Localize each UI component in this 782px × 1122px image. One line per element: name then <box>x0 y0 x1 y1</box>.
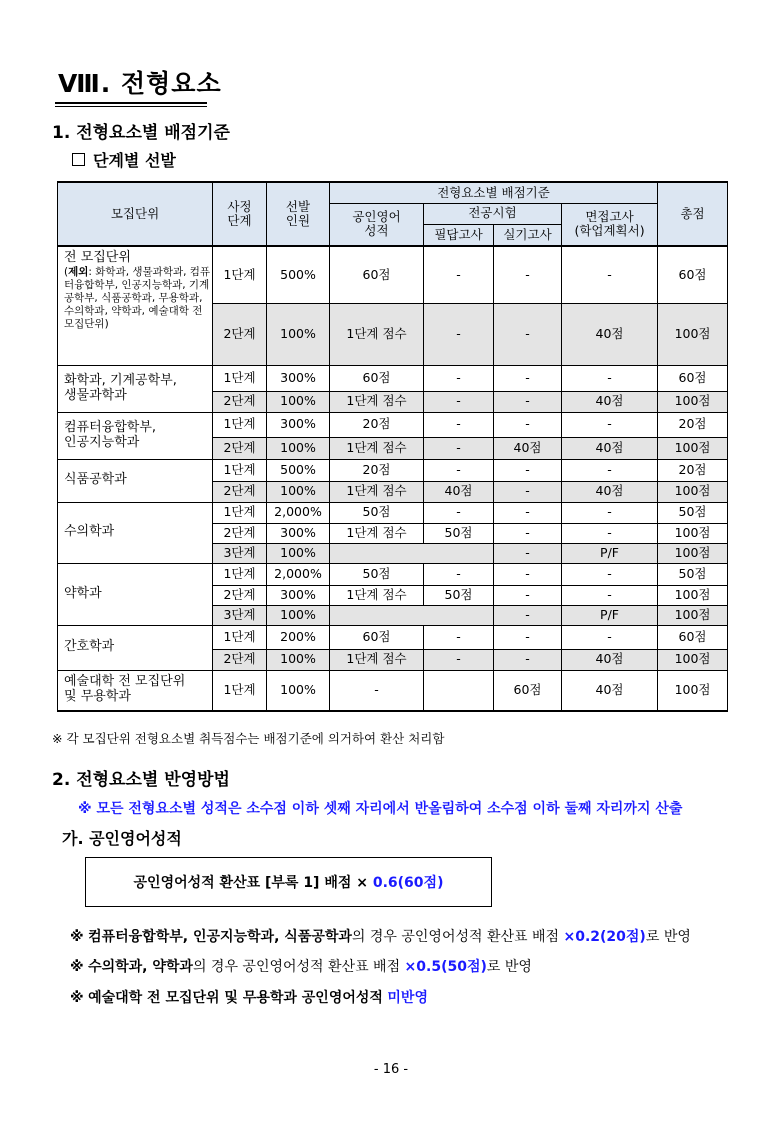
unit-food: 식품공학과 <box>58 459 213 502</box>
english-cell: 1단계 점수 <box>330 437 424 459</box>
english-written-empty-cell <box>330 543 494 563</box>
note-mark: ※ <box>70 929 84 945</box>
written-cell: - <box>424 437 494 459</box>
written-cell: - <box>424 365 494 391</box>
interview-cell: - <box>562 502 658 523</box>
written-cell: 50점 <box>424 585 494 605</box>
unit-arts-dance: 예술대학 전 모집단위 및 무용학과 <box>58 670 213 711</box>
practical-cell: - <box>494 502 562 523</box>
selection-cell: 500% <box>267 459 330 481</box>
english-cell: 1단계 점수 <box>330 481 424 502</box>
unit-all-title: 전 모집단위 <box>64 250 131 265</box>
practical-cell: - <box>494 481 562 502</box>
interview-cell: 40점 <box>562 670 658 711</box>
chapter-underline-thin <box>55 106 207 107</box>
interview-cell: - <box>562 585 658 605</box>
interview-cell: 40점 <box>562 303 658 365</box>
header-unit: 모집단위 <box>58 182 213 246</box>
english-cell: 50점 <box>330 563 424 585</box>
formula-box <box>85 857 492 907</box>
selection-cell: 300% <box>267 523 330 543</box>
selection-cell: 300% <box>267 412 330 437</box>
english-cell: - <box>330 670 424 711</box>
unit-nursing: 간호학과 <box>58 625 213 670</box>
note-line-2 <box>70 956 532 976</box>
stage-cell: 2단계 <box>213 649 267 670</box>
total-cell: 60점 <box>658 246 728 303</box>
section-title-2: 2. 전형요소별 반영방법 <box>52 770 230 790</box>
interview-cell: P/F <box>562 605 658 625</box>
note-line-3-value: 미반영 <box>387 990 428 1006</box>
practical-cell: - <box>494 605 562 625</box>
table-footnote: ※ 각 모집단위 전형요소별 취득점수는 배점기준에 의거하여 환산 처리함 <box>52 731 445 746</box>
total-cell: 100점 <box>658 391 728 412</box>
chapter-title: Ⅷ. 전형요소 <box>58 69 222 98</box>
header-written: 필답고사 <box>424 224 494 246</box>
rounding-note: ※ 모든 전형요소별 성적은 소수점 이하 셋째 자리에서 반올림하여 소수점 이하 둘째 자리까지 산출 <box>78 801 683 817</box>
note-line-1-tail: 로 반영 <box>645 929 691 945</box>
selection-cell: 100% <box>267 605 330 625</box>
interview-cell: P/F <box>562 543 658 563</box>
stage-cell: 3단계 <box>213 543 267 563</box>
english-cell: 1단계 점수 <box>330 391 424 412</box>
formula-text: 공인영어성적 환산표 [부록 1] 배점 × <box>133 875 368 891</box>
english-cell: 60점 <box>330 625 424 649</box>
unit-all: 전 모집단위 (제외: 화학과, 생물과학과, 컴퓨터융합학부, 인공지능학과, 기계공학부, 식품공학과, 무용학과, 수의학과, 약학과, 예술대학 전 모집단위) <box>58 246 213 365</box>
header-major-exam: 전공시험 <box>424 203 562 224</box>
selection-cell: 100% <box>267 543 330 563</box>
english-cell: 1단계 점수 <box>330 649 424 670</box>
stage-cell: 1단계 <box>213 459 267 481</box>
selection-cell: 2,000% <box>267 563 330 585</box>
english-cell: 1단계 점수 <box>330 303 424 365</box>
subsection-label: 단계별 선발 <box>93 151 176 170</box>
english-cell: 1단계 점수 <box>330 523 424 543</box>
selection-cell: 100% <box>267 481 330 502</box>
selection-cell: 100% <box>267 670 330 711</box>
interview-cell: - <box>562 523 658 543</box>
written-cell: - <box>424 502 494 523</box>
note-line-2-depts: 수의학과, 약학과 <box>88 959 193 975</box>
written-cell: - <box>424 246 494 303</box>
interview-cell: 40점 <box>562 481 658 502</box>
header-interview: 면접고사 (학업계획서) <box>562 203 658 246</box>
stage-cell: 1단계 <box>213 625 267 649</box>
page-number: - 16 - <box>373 1062 409 1077</box>
selection-cell: 100% <box>267 649 330 670</box>
interview-cell: - <box>562 365 658 391</box>
interview-cell: - <box>562 246 658 303</box>
unit-veterinary: 수의학과 <box>58 502 213 563</box>
header-criteria: 전형요소별 배점기준 <box>330 182 658 203</box>
total-cell: 100점 <box>658 303 728 365</box>
stage-cell: 1단계 <box>213 246 267 303</box>
total-cell: 100점 <box>658 649 728 670</box>
practical-cell: - <box>494 585 562 605</box>
practical-cell: - <box>494 391 562 412</box>
stage-cell: 3단계 <box>213 605 267 625</box>
total-cell: 100점 <box>658 481 728 502</box>
unit-chem-mech-bio: 화학과, 기계공학부, 생물과학과 <box>58 365 213 412</box>
selection-cell: 2,000% <box>267 502 330 523</box>
note-line-1 <box>70 926 691 946</box>
stage-cell: 1단계 <box>213 670 267 711</box>
total-cell: 100점 <box>658 437 728 459</box>
total-cell: 20점 <box>658 412 728 437</box>
total-cell: 20점 <box>658 459 728 481</box>
note-line-2-value: ×0.5(50점) <box>404 959 487 975</box>
exclude-label: 제외 <box>68 265 89 278</box>
written-cell: - <box>424 459 494 481</box>
selection-cell: 300% <box>267 585 330 605</box>
interview-cell: - <box>562 459 658 481</box>
sub-title-english: 가. 공인영어성적 <box>62 829 182 848</box>
header-total: 총점 <box>658 182 728 246</box>
practical-cell: - <box>494 649 562 670</box>
interview-cell: 40점 <box>562 437 658 459</box>
written-cell: 40점 <box>424 481 494 502</box>
checkbox-square-icon <box>72 153 85 166</box>
practical-cell: - <box>494 412 562 437</box>
selection-cell: 200% <box>267 625 330 649</box>
note-line-3-text: 예술대학 전 모집단위 및 무용학과 공인영어성적 <box>88 990 383 1006</box>
note-line-1-text: 의 경우 공인영어성적 환산표 배점 <box>351 929 560 945</box>
practical-cell: - <box>494 543 562 563</box>
practical-cell: 40점 <box>494 437 562 459</box>
subsection-title <box>72 148 176 171</box>
total-cell: 60점 <box>658 365 728 391</box>
unit-computer-ai: 컴퓨터융합학부, 인공지능학과 <box>58 412 213 459</box>
practical-cell: - <box>494 365 562 391</box>
practical-cell: 60점 <box>494 670 562 711</box>
english-cell: 60점 <box>330 246 424 303</box>
total-cell: 60점 <box>658 625 728 649</box>
stage-cell: 2단계 <box>213 391 267 412</box>
chapter-underline <box>55 102 207 104</box>
interview-cell: - <box>562 563 658 585</box>
total-cell: 50점 <box>658 563 728 585</box>
stage-cell: 2단계 <box>213 481 267 502</box>
english-cell: 20점 <box>330 459 424 481</box>
total-cell: 100점 <box>658 670 728 711</box>
note-line-2-tail: 로 반영 <box>486 959 532 975</box>
interview-cell: - <box>562 412 658 437</box>
stage-cell: 1단계 <box>213 412 267 437</box>
english-cell: 1단계 점수 <box>330 585 424 605</box>
practical-cell: - <box>494 246 562 303</box>
english-cell: 60점 <box>330 365 424 391</box>
stage-cell: 2단계 <box>213 303 267 365</box>
practical-cell: - <box>494 625 562 649</box>
total-cell: 100점 <box>658 523 728 543</box>
written-cell: - <box>424 649 494 670</box>
written-cell: - <box>424 412 494 437</box>
english-written-empty-cell <box>330 605 494 625</box>
stage-cell: 2단계 <box>213 523 267 543</box>
stage-cell: 2단계 <box>213 437 267 459</box>
note-line-2-text: 의 경우 공인영어성적 환산표 배점 <box>192 959 401 975</box>
header-stage: 사정 단계 <box>213 182 267 246</box>
stage-cell: 2단계 <box>213 585 267 605</box>
selection-cell: 100% <box>267 391 330 412</box>
interview-cell: 40점 <box>562 649 658 670</box>
stage-cell: 1단계 <box>213 502 267 523</box>
note-line-1-value: ×0.2(20점) <box>563 929 646 945</box>
header-selection: 선발 인원 <box>267 182 330 246</box>
written-cell: - <box>424 563 494 585</box>
written-cell: - <box>424 303 494 365</box>
practical-cell: - <box>494 459 562 481</box>
section-title-1: 1. 전형요소별 배점기준 <box>52 123 230 143</box>
total-cell: 50점 <box>658 502 728 523</box>
exclude-list: : 화학과, 생물과학과, 컴퓨터융합학부, 인공지능학과, 기계공학부, 식품공학과, 무용학과, 수의학과, 약학과, 예술대학 전 모집단위) <box>64 265 211 331</box>
english-cell: 20점 <box>330 412 424 437</box>
written-cell: 50점 <box>424 523 494 543</box>
total-cell: 100점 <box>658 585 728 605</box>
note-mark: ※ <box>70 990 84 1006</box>
practical-cell: - <box>494 303 562 365</box>
interview-cell: - <box>562 625 658 649</box>
selection-cell: 500% <box>267 246 330 303</box>
formula-value: 0.6(60점) <box>372 875 444 891</box>
selection-cell: 300% <box>267 365 330 391</box>
written-cell: - <box>424 625 494 649</box>
written-cell: - <box>424 391 494 412</box>
selection-cell: 100% <box>267 437 330 459</box>
stage-cell: 1단계 <box>213 365 267 391</box>
selection-cell: 100% <box>267 303 330 365</box>
total-cell: 100점 <box>658 605 728 625</box>
practical-cell: - <box>494 563 562 585</box>
total-cell: 100점 <box>658 543 728 563</box>
note-line-1-depts: 컴퓨터융합학부, 인공지능학과, 식품공학과 <box>88 929 352 945</box>
stage-cell: 1단계 <box>213 563 267 585</box>
scoring-table <box>57 181 728 712</box>
practical-cell: - <box>494 523 562 543</box>
note-mark: ※ <box>70 959 84 975</box>
header-english: 공인영어 성적 <box>330 203 424 246</box>
note-line-3 <box>70 987 428 1007</box>
unit-pharmacy: 약학과 <box>58 563 213 625</box>
interview-cell: 40점 <box>562 391 658 412</box>
written-empty-cell <box>424 670 494 711</box>
header-practical: 실기고사 <box>494 224 562 246</box>
english-cell: 50점 <box>330 502 424 523</box>
